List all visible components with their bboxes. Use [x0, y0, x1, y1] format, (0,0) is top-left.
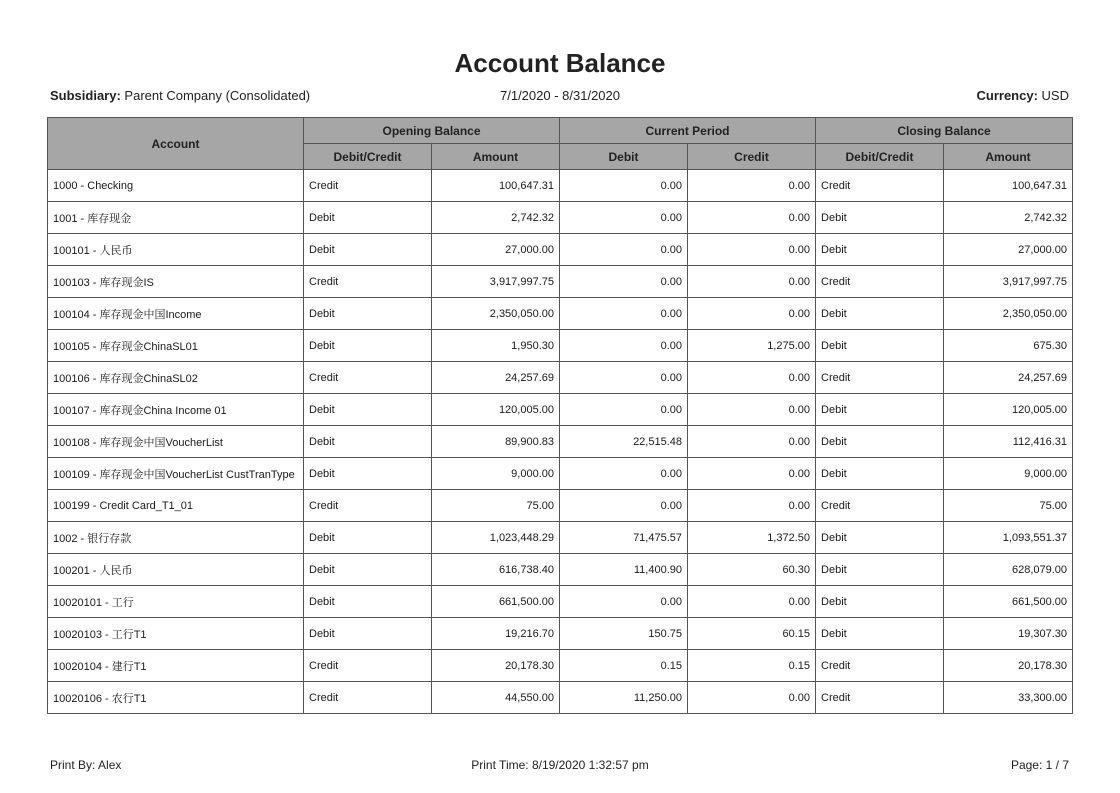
cell-opening-amount: 20,178.30	[432, 650, 560, 682]
cell-opening-debit-credit: Credit	[304, 490, 432, 522]
cell-closing-debit-credit: Debit	[816, 202, 944, 234]
print-by: Print By: Alex	[50, 758, 122, 772]
cell-account: 100201 - 人民币	[48, 554, 304, 586]
cell-closing-debit-credit: Credit	[816, 170, 944, 202]
cell-account: 100101 - 人民币	[48, 234, 304, 266]
cell-current-debit: 22,515.48	[560, 426, 688, 458]
cell-account: 100104 - 库存现金中国Income	[48, 298, 304, 330]
cell-opening-amount: 44,550.00	[432, 682, 560, 714]
cell-opening-amount: 2,742.32	[432, 202, 560, 234]
table-body	[48, 170, 1073, 714]
table-row	[48, 426, 1073, 458]
cell-opening-amount: 75.00	[432, 490, 560, 522]
header-closing-balance: Closing Balance	[816, 118, 1073, 144]
cell-closing-amount: 20,178.30	[944, 650, 1073, 682]
cell-opening-amount: 27,000.00	[432, 234, 560, 266]
cell-opening-debit-credit: Debit	[304, 458, 432, 490]
table-row	[48, 266, 1073, 298]
cell-opening-amount: 616,738.40	[432, 554, 560, 586]
cell-opening-amount: 24,257.69	[432, 362, 560, 394]
table-row	[48, 650, 1073, 682]
subsidiary-label: Subsidiary:	[50, 88, 121, 103]
cell-current-credit: 1,372.50	[688, 522, 816, 554]
cell-closing-debit-credit: Debit	[816, 554, 944, 586]
cell-opening-debit-credit: Credit	[304, 362, 432, 394]
header-current-period: Current Period	[560, 118, 816, 144]
table-row	[48, 554, 1073, 586]
cell-current-debit: 0.00	[560, 586, 688, 618]
cell-closing-amount: 19,307.30	[944, 618, 1073, 650]
cell-current-credit: 0.00	[688, 298, 816, 330]
cell-opening-debit-credit: Debit	[304, 298, 432, 330]
table-row	[48, 490, 1073, 522]
cell-opening-debit-credit: Debit	[304, 234, 432, 266]
table-row	[48, 202, 1073, 234]
cell-current-debit: 71,475.57	[560, 522, 688, 554]
cell-closing-debit-credit: Credit	[816, 490, 944, 522]
cell-opening-amount: 3,917,997.75	[432, 266, 560, 298]
currency-info	[977, 88, 1070, 103]
table-row	[48, 298, 1073, 330]
cell-opening-amount: 89,900.83	[432, 426, 560, 458]
cell-current-credit: 60.30	[688, 554, 816, 586]
cell-opening-amount: 2,350,050.00	[432, 298, 560, 330]
cell-closing-amount: 3,917,997.75	[944, 266, 1073, 298]
cell-opening-debit-credit: Credit	[304, 682, 432, 714]
cell-current-debit: 11,250.00	[560, 682, 688, 714]
cell-opening-amount: 120,005.00	[432, 394, 560, 426]
cell-account: 1001 - 库存现金	[48, 202, 304, 234]
cell-current-credit: 0.00	[688, 362, 816, 394]
cell-opening-amount: 9,000.00	[432, 458, 560, 490]
cell-closing-amount: 628,079.00	[944, 554, 1073, 586]
cell-opening-amount: 1,023,448.29	[432, 522, 560, 554]
cell-current-credit: 1,275.00	[688, 330, 816, 362]
cell-account: 100105 - 库存现金ChinaSL01	[48, 330, 304, 362]
cell-closing-amount: 9,000.00	[944, 458, 1073, 490]
cell-current-debit: 0.00	[560, 234, 688, 266]
cell-closing-debit-credit: Debit	[816, 618, 944, 650]
cell-opening-debit-credit: Debit	[304, 618, 432, 650]
currency-value: USD	[1041, 88, 1069, 103]
currency-label: Currency:	[976, 88, 1038, 103]
cell-closing-amount: 1,093,551.37	[944, 522, 1073, 554]
header-closing-amount: Amount	[944, 144, 1073, 170]
print-time: Print Time: 8/19/2020 1:32:57 pm	[471, 758, 649, 772]
cell-closing-debit-credit: Debit	[816, 330, 944, 362]
cell-current-debit: 11,400.90	[560, 554, 688, 586]
cell-closing-amount: 661,500.00	[944, 586, 1073, 618]
cell-closing-debit-credit: Credit	[816, 650, 944, 682]
cell-closing-amount: 112,416.31	[944, 426, 1073, 458]
cell-closing-debit-credit: Debit	[816, 522, 944, 554]
cell-account: 10020103 - 工行T1	[48, 618, 304, 650]
table-row	[48, 170, 1073, 202]
cell-account: 100108 - 库存现金中国VoucherList	[48, 426, 304, 458]
cell-current-credit: 0.00	[688, 266, 816, 298]
table-row	[48, 234, 1073, 266]
cell-opening-debit-credit: Debit	[304, 202, 432, 234]
cell-closing-debit-credit: Debit	[816, 458, 944, 490]
table-row	[48, 394, 1073, 426]
cell-closing-amount: 120,005.00	[944, 394, 1073, 426]
cell-closing-debit-credit: Debit	[816, 234, 944, 266]
cell-account: 100107 - 库存现金China Income 01	[48, 394, 304, 426]
cell-current-credit: 0.00	[688, 394, 816, 426]
cell-account: 10020101 - 工行	[48, 586, 304, 618]
table-row	[48, 362, 1073, 394]
table-row	[48, 522, 1073, 554]
cell-opening-debit-credit: Debit	[304, 394, 432, 426]
cell-account: 10020104 - 建行T1	[48, 650, 304, 682]
cell-closing-amount: 33,300.00	[944, 682, 1073, 714]
cell-account: 10020106 - 农行T1	[48, 682, 304, 714]
cell-current-credit: 0.00	[688, 234, 816, 266]
header-opening-balance: Opening Balance	[304, 118, 560, 144]
cell-current-debit: 0.00	[560, 490, 688, 522]
table-row	[48, 586, 1073, 618]
header-opening-amount: Amount	[432, 144, 560, 170]
table-row	[48, 618, 1073, 650]
cell-closing-debit-credit: Credit	[816, 682, 944, 714]
cell-closing-debit-credit: Credit	[816, 266, 944, 298]
cell-closing-amount: 100,647.31	[944, 170, 1073, 202]
header-opening-debit-credit: Debit/Credit	[304, 144, 432, 170]
cell-account: 100199 - Credit Card_T1_01	[48, 490, 304, 522]
cell-closing-debit-credit: Debit	[816, 426, 944, 458]
cell-opening-amount: 661,500.00	[432, 586, 560, 618]
cell-current-credit: 0.00	[688, 170, 816, 202]
cell-account: 100103 - 库存现金IS	[48, 266, 304, 298]
cell-closing-amount: 24,257.69	[944, 362, 1073, 394]
cell-current-credit: 0.15	[688, 650, 816, 682]
cell-current-debit: 0.00	[560, 330, 688, 362]
cell-opening-debit-credit: Debit	[304, 586, 432, 618]
cell-closing-amount: 2,742.32	[944, 202, 1073, 234]
cell-opening-amount: 19,216.70	[432, 618, 560, 650]
cell-opening-debit-credit: Debit	[304, 522, 432, 554]
cell-closing-amount: 2,350,050.00	[944, 298, 1073, 330]
cell-current-debit: 150.75	[560, 618, 688, 650]
cell-current-credit: 0.00	[688, 682, 816, 714]
cell-current-debit: 0.00	[560, 458, 688, 490]
cell-closing-amount: 675.30	[944, 330, 1073, 362]
cell-opening-debit-credit: Debit	[304, 330, 432, 362]
cell-closing-amount: 27,000.00	[944, 234, 1073, 266]
cell-opening-debit-credit: Credit	[304, 170, 432, 202]
cell-current-debit: 0.00	[560, 298, 688, 330]
cell-opening-amount: 100,647.31	[432, 170, 560, 202]
table-row	[48, 330, 1073, 362]
header-closing-debit-credit: Debit/Credit	[816, 144, 944, 170]
table-row	[48, 682, 1073, 714]
cell-account: 1002 - 银行存款	[48, 522, 304, 554]
header-current-debit: Debit	[560, 144, 688, 170]
cell-closing-debit-credit: Credit	[816, 362, 944, 394]
header-account: Account	[48, 118, 304, 170]
cell-closing-debit-credit: Debit	[816, 394, 944, 426]
page-indicator: Page: 1 / 7	[1010, 758, 1069, 772]
cell-account: 1000 - Checking	[48, 170, 304, 202]
cell-current-debit: 0.00	[560, 202, 688, 234]
cell-current-debit: 0.00	[560, 362, 688, 394]
cell-current-credit: 0.00	[688, 586, 816, 618]
header-row-groups	[48, 118, 1073, 144]
cell-closing-debit-credit: Debit	[816, 586, 944, 618]
cell-current-credit: 0.00	[688, 490, 816, 522]
cell-account: 100106 - 库存现金ChinaSL02	[48, 362, 304, 394]
header-current-credit: Credit	[688, 144, 816, 170]
cell-opening-debit-credit: Credit	[304, 266, 432, 298]
cell-closing-amount: 75.00	[944, 490, 1073, 522]
table-row	[48, 458, 1073, 490]
cell-current-debit: 0.00	[560, 394, 688, 426]
account-balance-table	[47, 117, 1073, 714]
cell-current-credit: 0.00	[688, 458, 816, 490]
cell-account: 100109 - 库存现金中国VoucherList CustTranType	[48, 458, 304, 490]
subsidiary-value: Parent Company (Consolidated)	[124, 88, 311, 103]
cell-current-debit: 0.00	[560, 266, 688, 298]
report-title: Account Balance	[454, 48, 666, 78]
cell-current-credit: 0.00	[688, 426, 816, 458]
cell-opening-amount: 1,950.30	[432, 330, 560, 362]
cell-current-debit: 0.15	[560, 650, 688, 682]
cell-current-credit: 60.15	[688, 618, 816, 650]
cell-opening-debit-credit: Credit	[304, 650, 432, 682]
cell-current-credit: 0.00	[688, 202, 816, 234]
cell-opening-debit-credit: Debit	[304, 426, 432, 458]
cell-closing-debit-credit: Debit	[816, 298, 944, 330]
cell-current-debit: 0.00	[560, 170, 688, 202]
date-range: 7/1/2020 - 8/31/2020	[500, 88, 620, 103]
cell-opening-debit-credit: Debit	[304, 554, 432, 586]
